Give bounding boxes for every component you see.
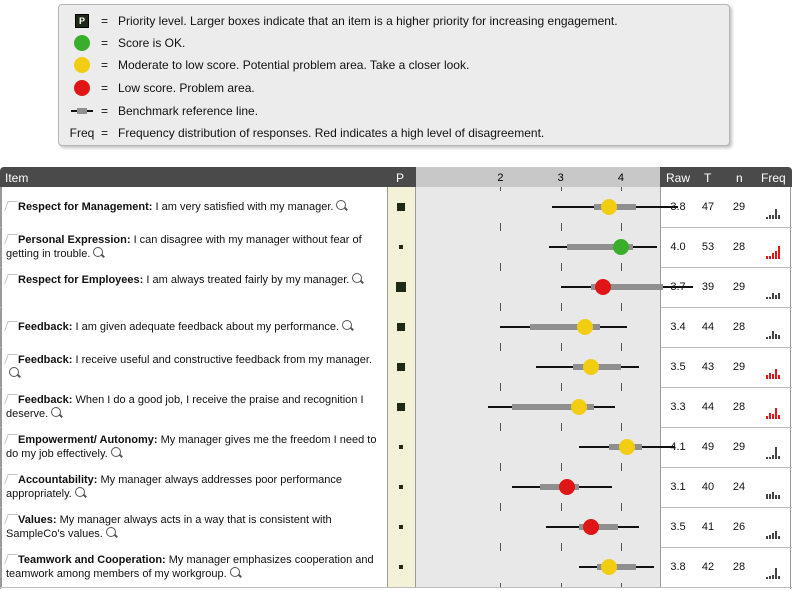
table-row[interactable] xyxy=(0,307,792,348)
header-raw[interactable]: Raw xyxy=(666,171,691,185)
item-cell[interactable] xyxy=(1,227,388,267)
scale-tick xyxy=(621,427,622,431)
item-text xyxy=(6,473,378,501)
item-description: When I do a good job, I receive the praise and recognition I deserve. xyxy=(6,394,364,420)
score-chart-cell xyxy=(416,227,661,267)
magnifier-icon[interactable] xyxy=(342,320,352,330)
scale-tick xyxy=(561,507,562,511)
score-dot[interactable] xyxy=(577,319,593,335)
t-score: 44 xyxy=(701,401,715,413)
freq-bar xyxy=(775,209,777,219)
score-chart-cell xyxy=(416,427,661,467)
legend-row-low xyxy=(59,78,729,98)
scale-tick xyxy=(561,227,562,231)
item-text xyxy=(6,233,378,261)
scale-tick xyxy=(561,467,562,471)
legend-equals: = xyxy=(101,14,109,28)
freq-distribution[interactable] xyxy=(766,515,780,539)
scale-tick xyxy=(561,267,562,271)
scale-tick xyxy=(621,187,622,191)
freq-distribution[interactable] xyxy=(766,235,780,259)
freq-label: Freq xyxy=(69,126,95,140)
freq-bar xyxy=(769,535,771,539)
priority-box xyxy=(399,525,403,529)
scale-tick xyxy=(500,387,501,391)
t-score: 42 xyxy=(701,561,715,573)
legend-text: Benchmark reference line. xyxy=(118,104,259,118)
scale-tick-label: 4 xyxy=(617,172,624,184)
freq-bar xyxy=(778,335,780,339)
item-description: I am given adequate feedback about my performance. xyxy=(75,321,340,333)
score-chart-cell xyxy=(416,387,661,427)
n-count: 29 xyxy=(732,201,746,213)
flag-icon[interactable] xyxy=(4,394,18,404)
item-cell[interactable] xyxy=(1,387,388,427)
priority-box xyxy=(396,282,406,292)
freq-bar xyxy=(766,337,768,339)
freq-bar xyxy=(769,494,771,499)
benchmark-line-icon xyxy=(71,107,93,115)
freq-bar xyxy=(775,531,777,539)
raw-score: 3.7 xyxy=(670,281,686,293)
freq-bar xyxy=(775,568,777,579)
scale-header xyxy=(416,167,660,187)
t-score: 39 xyxy=(701,281,715,293)
item-title: Feedback: xyxy=(18,354,73,366)
score-chart-cell xyxy=(416,347,661,387)
t-score: 44 xyxy=(701,321,715,333)
magnifier-icon[interactable] xyxy=(51,407,61,417)
score-dot[interactable] xyxy=(583,519,599,535)
freq-bar xyxy=(772,414,774,419)
raw-score: 3.5 xyxy=(670,361,686,373)
item-description: My manager emphasizes cooperation and teamwork among members of my workgroup. xyxy=(6,554,374,580)
flag-icon[interactable] xyxy=(4,474,18,484)
score-dot[interactable] xyxy=(571,399,587,415)
item-title: Values: xyxy=(18,514,57,526)
scale-tick xyxy=(500,307,501,311)
legend-row-priority xyxy=(59,11,729,31)
table-row[interactable] xyxy=(0,227,792,268)
flag-icon[interactable] xyxy=(4,554,18,564)
scale-tick xyxy=(621,507,622,511)
scale-tick xyxy=(621,583,622,587)
scale-tick xyxy=(500,347,501,351)
scale-tick xyxy=(500,507,501,511)
green-dot-icon xyxy=(74,35,90,51)
scale-tick xyxy=(621,467,622,471)
item-description: I am always treated fairly by my manager. xyxy=(146,274,350,286)
table-row[interactable] xyxy=(0,347,792,388)
freq-distribution[interactable] xyxy=(766,195,780,219)
scale-tick xyxy=(621,387,622,391)
freq-bar xyxy=(769,336,771,339)
freq-bar xyxy=(772,253,774,259)
item-text xyxy=(6,353,378,381)
t-score: 47 xyxy=(701,201,715,213)
priority-cell xyxy=(388,547,416,587)
freq-bar xyxy=(778,246,780,259)
priority-box xyxy=(399,565,403,569)
freq-bar xyxy=(775,334,777,339)
freq-bar xyxy=(775,295,777,299)
score-dot[interactable] xyxy=(559,479,575,495)
item-text xyxy=(6,320,378,334)
raw-score: 3.8 xyxy=(670,561,686,573)
freq-bar xyxy=(766,457,768,459)
scale-tick xyxy=(621,267,622,271)
item-cell[interactable] xyxy=(1,467,388,507)
table-row[interactable] xyxy=(0,187,792,228)
freq-bar xyxy=(778,415,780,419)
magnifier-icon[interactable] xyxy=(336,200,346,210)
item-description: My manager gives me the freedom I need to do my job effectively. xyxy=(6,434,377,460)
priority-box xyxy=(399,485,403,489)
freq-distribution[interactable] xyxy=(766,355,780,379)
freq-distribution[interactable] xyxy=(766,275,780,299)
t-score: 49 xyxy=(701,441,715,453)
scale-tick-label: 2 xyxy=(497,172,504,184)
priority-cell xyxy=(388,267,416,307)
freq-bar xyxy=(769,373,771,379)
freq-bar xyxy=(778,293,780,299)
freq-bar xyxy=(766,217,768,219)
scale-tick xyxy=(500,227,501,231)
red-dot-icon xyxy=(74,80,90,96)
item-cell[interactable] xyxy=(1,307,388,347)
legend-text: Score is OK. xyxy=(118,36,186,50)
freq-bar xyxy=(769,256,771,259)
score-chart-cell xyxy=(416,507,661,547)
priority-box xyxy=(399,445,403,449)
scale-tick xyxy=(621,227,622,231)
table-row[interactable] xyxy=(0,467,792,508)
freq-distribution[interactable] xyxy=(766,315,780,339)
freq-bar xyxy=(778,536,780,539)
score-chart-cell xyxy=(416,307,661,347)
table-header xyxy=(0,167,792,187)
legend-text: Frequency distribution of responses. Red indicates a high level of disagreement. xyxy=(118,126,545,140)
scale-tick xyxy=(621,307,622,311)
n-count: 29 xyxy=(732,361,746,373)
item-title: Empowerment/ Autonomy: xyxy=(18,434,158,446)
freq-bar xyxy=(772,492,774,499)
priority-box xyxy=(397,403,405,411)
priority-cell xyxy=(388,187,416,227)
score-dot[interactable] xyxy=(601,199,617,215)
freq-bar xyxy=(766,536,768,539)
item-cell[interactable] xyxy=(1,267,388,307)
item-description: I receive useful and constructive feedback from my manager. xyxy=(75,354,373,366)
freq-bar xyxy=(769,413,771,419)
legend-equals: = xyxy=(101,126,109,140)
flag-icon[interactable] xyxy=(4,274,18,284)
freq-bar xyxy=(775,369,777,379)
n-count: 26 xyxy=(732,521,746,533)
scale-tick xyxy=(500,267,501,271)
freq-distribution[interactable] xyxy=(766,395,780,419)
freq-bar xyxy=(766,416,768,419)
priority-cell xyxy=(388,427,416,467)
legend-panel xyxy=(58,4,730,146)
raw-score: 3.3 xyxy=(670,401,686,413)
item-description: I am very satisfied with my manager. xyxy=(155,201,334,213)
item-description: My manager always acts in a way that is consistent with SampleCo's values. xyxy=(6,514,332,540)
raw-score: 3.1 xyxy=(670,481,686,493)
scale-tick xyxy=(561,387,562,391)
item-title: Teamwork and Cooperation: xyxy=(18,554,166,566)
score-dot[interactable] xyxy=(595,279,611,295)
freq-bar xyxy=(766,494,768,499)
n-count: 29 xyxy=(732,441,746,453)
item-cell[interactable] xyxy=(1,507,388,547)
item-cell[interactable] xyxy=(1,187,388,227)
legend-row-ok xyxy=(59,33,729,53)
freq-bar xyxy=(766,297,768,299)
freq-bar xyxy=(772,331,774,339)
freq-bar xyxy=(772,215,774,219)
results-table xyxy=(0,167,792,589)
freq-bar xyxy=(772,455,774,459)
priority-cell xyxy=(388,467,416,507)
table-row[interactable] xyxy=(0,387,792,428)
priority-cell xyxy=(388,387,416,427)
raw-score: 4.0 xyxy=(670,241,686,253)
n-count: 29 xyxy=(732,281,746,293)
item-text xyxy=(6,393,378,421)
freq-bar xyxy=(772,293,774,299)
freq-bar xyxy=(769,576,771,579)
magnifier-icon[interactable] xyxy=(9,367,19,377)
item-title: Respect for Employees: xyxy=(18,274,144,286)
n-count: 28 xyxy=(732,321,746,333)
item-text xyxy=(6,433,378,461)
n-count: 24 xyxy=(732,481,746,493)
priority-box-icon: P xyxy=(75,14,89,28)
score-chart-cell xyxy=(416,267,661,307)
item-title: Feedback: xyxy=(18,394,73,406)
t-score: 43 xyxy=(701,361,715,373)
yellow-dot-icon xyxy=(74,57,90,73)
freq-bar xyxy=(772,575,774,579)
priority-box xyxy=(397,203,405,211)
flag-icon[interactable] xyxy=(4,321,18,331)
freq-bar xyxy=(778,576,780,579)
item-title: Respect for Management: xyxy=(18,201,153,213)
freq-bar xyxy=(778,375,780,379)
item-title: Personal Expression: xyxy=(18,234,131,246)
raw-score: 3.4 xyxy=(670,321,686,333)
t-score: 41 xyxy=(701,521,715,533)
freq-distribution[interactable] xyxy=(766,555,780,579)
legend-equals: = xyxy=(101,36,109,50)
priority-box xyxy=(397,363,405,371)
item-cell[interactable] xyxy=(1,427,388,467)
flag-icon[interactable] xyxy=(4,201,18,211)
scale-tick xyxy=(500,187,501,191)
raw-score: 4.1 xyxy=(670,441,686,453)
legend-equals: = xyxy=(101,104,109,118)
scale-tick xyxy=(500,427,501,431)
t-score: 40 xyxy=(701,481,715,493)
flag-icon[interactable] xyxy=(4,234,18,244)
freq-bar xyxy=(769,215,771,219)
priority-cell xyxy=(388,227,416,267)
item-description: My manager always addresses poor performance appropriately. xyxy=(6,474,343,500)
freq-bar xyxy=(772,533,774,539)
raw-score: 3.8 xyxy=(670,201,686,213)
priority-box xyxy=(399,245,403,249)
header-t[interactable]: T xyxy=(704,171,712,185)
item-cell[interactable] xyxy=(1,547,388,587)
legend-row-freq xyxy=(59,123,729,143)
header-n[interactable]: n xyxy=(736,171,743,185)
freq-bar xyxy=(769,297,771,299)
header-item[interactable]: Item xyxy=(5,171,29,185)
freq-bar xyxy=(766,577,768,579)
item-text xyxy=(6,553,378,581)
freq-bar xyxy=(775,251,777,259)
scale-tick xyxy=(561,547,562,551)
flag-icon[interactable] xyxy=(4,434,18,444)
scale-tick xyxy=(500,583,501,587)
scale-tick xyxy=(561,307,562,311)
item-title: Feedback: xyxy=(18,321,73,333)
table-row[interactable] xyxy=(0,507,792,548)
raw-score: 3.5 xyxy=(670,521,686,533)
score-dot[interactable] xyxy=(613,239,629,255)
scale-tick-label: 3 xyxy=(557,172,564,184)
freq-bar xyxy=(772,374,774,379)
table-row[interactable] xyxy=(0,427,792,468)
item-text xyxy=(6,513,378,541)
magnifier-icon[interactable] xyxy=(352,273,362,283)
score-dot[interactable] xyxy=(583,359,599,375)
n-count: 28 xyxy=(732,241,746,253)
table-row[interactable] xyxy=(0,267,792,308)
item-text xyxy=(6,200,378,214)
legend-row-benchmark xyxy=(59,101,729,121)
priority-box xyxy=(397,323,405,331)
scale-tick xyxy=(621,347,622,351)
legend-text: Moderate to low score. Potential problem area. Take a closer look. xyxy=(118,58,470,72)
priority-cell xyxy=(388,347,416,387)
legend-text: Priority level. Larger boxes indicate that an item is a higher priority for increasing engagement. xyxy=(118,14,618,28)
t-score: 53 xyxy=(701,241,715,253)
magnifier-icon[interactable] xyxy=(111,447,121,457)
freq-bar xyxy=(778,495,780,499)
scale-tick xyxy=(500,547,501,551)
freq-bar xyxy=(775,495,777,499)
magnifier-icon[interactable] xyxy=(93,247,103,257)
score-chart-cell xyxy=(416,547,661,587)
freq-distribution[interactable] xyxy=(766,475,780,499)
freq-bar xyxy=(769,457,771,459)
freq-bar xyxy=(778,215,780,219)
table-row[interactable] xyxy=(0,547,792,588)
item-text xyxy=(6,273,378,287)
freq-distribution[interactable] xyxy=(766,435,780,459)
score-chart-cell xyxy=(416,187,661,227)
freq-bar xyxy=(775,408,777,419)
item-cell[interactable] xyxy=(1,347,388,387)
magnifier-icon[interactable] xyxy=(106,527,116,537)
freq-bar xyxy=(766,256,768,259)
item-title: Accountability: xyxy=(18,474,98,486)
magnifier-icon[interactable] xyxy=(75,487,85,497)
item-description: I can disagree with my manager without fear of getting in trouble. xyxy=(6,234,362,260)
legend-equals: = xyxy=(101,81,109,95)
magnifier-icon[interactable] xyxy=(230,567,240,577)
scale-tick xyxy=(500,467,501,471)
score-dot[interactable] xyxy=(601,559,617,575)
scale-tick xyxy=(621,547,622,551)
legend-equals: = xyxy=(101,58,109,72)
n-count: 28 xyxy=(732,561,746,573)
scale-tick xyxy=(561,583,562,587)
priority-cell xyxy=(388,507,416,547)
scale-tick xyxy=(561,187,562,191)
header-priority[interactable]: P xyxy=(396,171,405,185)
n-count: 28 xyxy=(732,401,746,413)
header-freq[interactable]: Freq xyxy=(761,171,786,185)
flag-icon[interactable] xyxy=(4,354,18,364)
legend-row-moderate xyxy=(59,55,729,75)
freq-bar xyxy=(778,456,780,459)
score-dot[interactable] xyxy=(619,439,635,455)
freq-bar xyxy=(775,447,777,459)
legend-text: Low score. Problem area. xyxy=(118,81,255,95)
flag-icon[interactable] xyxy=(4,514,18,524)
priority-cell xyxy=(388,307,416,347)
score-chart-cell xyxy=(416,467,661,507)
scale-tick xyxy=(561,427,562,431)
scale-tick xyxy=(561,347,562,351)
freq-bar xyxy=(766,375,768,379)
